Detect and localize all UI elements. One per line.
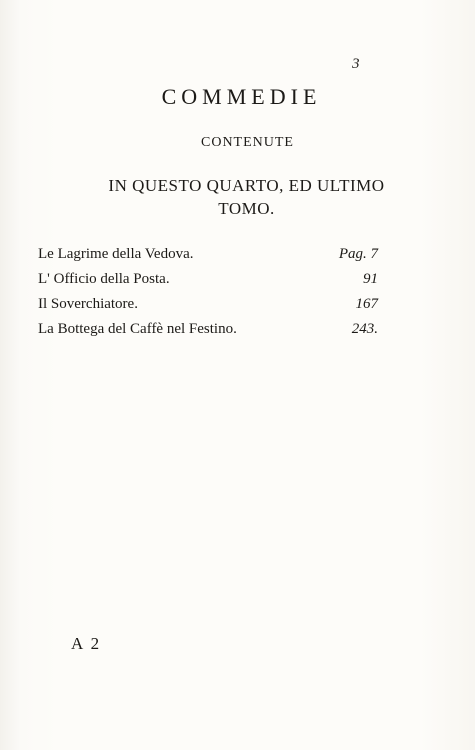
entry-title: L' Officio della Posta. — [38, 271, 170, 287]
heading-line-1: IN QUESTO QUARTO, ED ULTIMO — [108, 176, 385, 195]
entry-title: Il Soverchiatore. — [38, 296, 138, 312]
signature-mark: A 2 — [71, 634, 102, 653]
entry-page-number: 243. — [351, 321, 378, 337]
page-subtitle: CONTENUTE — [201, 135, 294, 150]
page-number: 3 — [352, 56, 360, 72]
heading-line-2: TOMO. — [218, 199, 275, 218]
entry-page-number: 91 — [363, 271, 378, 287]
table-of-contents — [38, 246, 378, 346]
entry-title: La Bottega del Caffè nel Festino. — [38, 321, 237, 337]
contents-row — [38, 296, 378, 321]
entry-title: Le Lagrime della Vedova. — [38, 246, 194, 262]
entry-page-number: 167 — [355, 296, 378, 312]
contents-row — [38, 271, 378, 296]
contents-row — [38, 321, 378, 346]
entry-page-number: Pag. 7 — [338, 246, 378, 262]
contents-row — [38, 246, 378, 271]
page-title: COMMEDIE — [161, 84, 322, 109]
